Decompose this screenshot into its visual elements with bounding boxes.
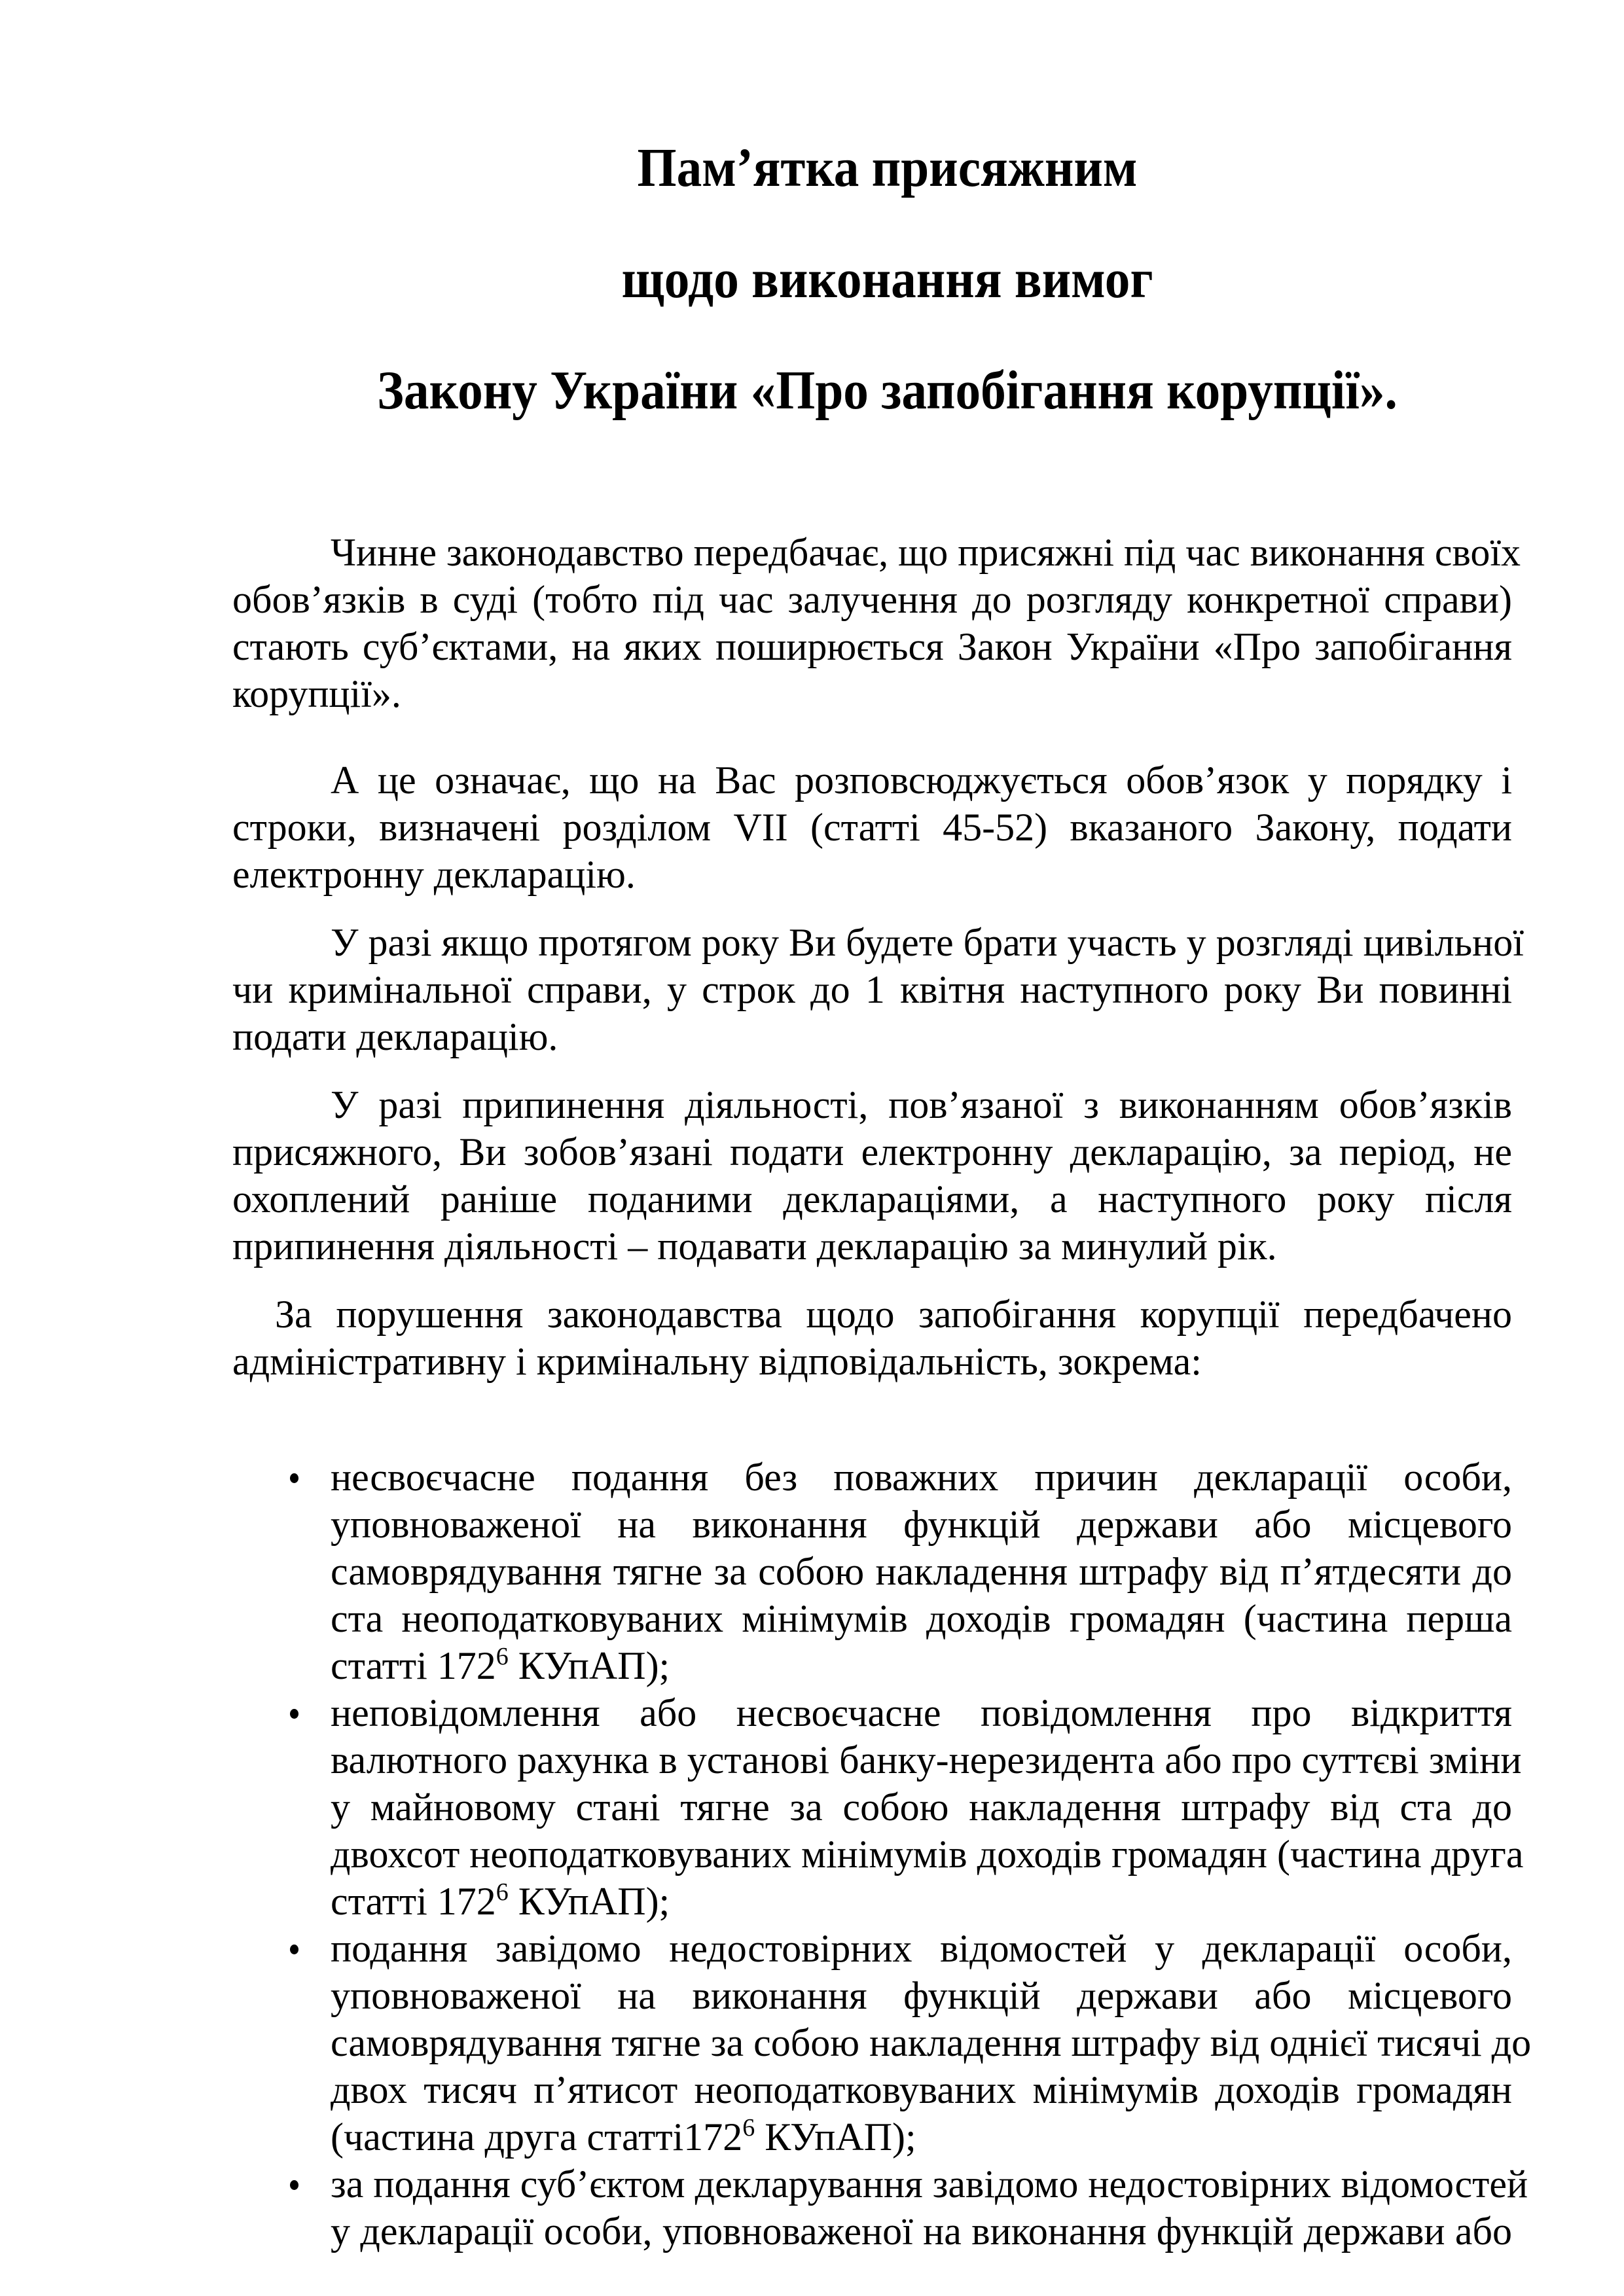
text-line: За порушення законодавства щодо запобігання корупції передбачено: [275, 1293, 1512, 1336]
text-line: за подання суб’єктом декларування завідомо недостовірних відомостей: [331, 2162, 1528, 2206]
bullet-icon: [290, 1473, 298, 1483]
paragraph-deadline: [232, 919, 1524, 1060]
text-line: чи кримінальної справи, у строк до 1 квітня наступного року Ви повинні: [232, 968, 1512, 1011]
text-line: присяжного, Ви зобов’язані подати електронну декларацію, за період, не: [232, 1130, 1512, 1174]
list-item: [232, 2161, 1528, 2255]
text-line: [331, 2113, 1512, 2161]
text-line: валютного рахунка в установі банку-нерезидента або про суттєві зміни: [331, 1738, 1522, 1782]
title-line: Пам’ятка присяжним: [637, 137, 1138, 198]
code-ref: КУпАП);: [755, 2115, 916, 2159]
article-superscript: 6: [742, 2114, 755, 2142]
title-line: щодо виконання вимог: [621, 249, 1153, 310]
paragraph-obligation: [232, 757, 1512, 898]
list-item: [232, 1689, 1524, 1925]
document-body: [232, 529, 1532, 2255]
text-line: У разі припинення діяльності, пов’язаної з виконанням обов’язків: [331, 1083, 1512, 1126]
text-line: У разі якщо протягом року Ви будете брати участь у розгляді цивільної: [331, 921, 1524, 964]
text-line: адміністративну і кримінальну відповідальність, зокрема:: [232, 1340, 1202, 1383]
text-line: [331, 1642, 1512, 1689]
article-ref: статті 172: [331, 1880, 496, 1923]
text-line: двох тисяч п’ятисот неоподатковуваних мінімумів доходів громадян: [331, 2068, 1512, 2111]
text-line: А це означає, що на Вас розповсюджується обов’язок у порядку і: [331, 759, 1512, 802]
article-ref: (частина друга статті172: [331, 2115, 743, 2159]
code-ref: КУпАП);: [508, 1644, 670, 1687]
text-line: ста неоподатковуваних мінімумів доходів громадян (частина перша: [331, 1597, 1512, 1640]
list-item: [232, 1925, 1532, 2161]
code-ref: КУпАП);: [508, 1880, 670, 1923]
paragraph-intro: [232, 529, 1521, 717]
text-line: самоврядування тягне за собою накладення штрафу від п’ятдесяти до: [331, 1550, 1512, 1593]
article-superscript: 6: [496, 1878, 509, 1906]
text-line: у майновому стані тягне за собою накладення штрафу від ста до: [331, 1785, 1512, 1829]
liability-list: [232, 1454, 1532, 2255]
article-ref: статті 172: [331, 1644, 496, 1687]
list-item: [232, 1454, 1512, 1689]
text-line: самоврядування тягне за собою накладення штрафу від однієї тисячі до: [331, 2021, 1532, 2064]
text-line: уповноваженої на виконання функцій держави або місцевого: [331, 1503, 1512, 1546]
text-line: [331, 1878, 1512, 1925]
paragraph-termination: [232, 1081, 1512, 1270]
document-title: [0, 137, 1624, 475]
text-line: припинення діяльності – подавати декларацію за минулий рік.: [232, 1225, 1277, 1268]
text-line: у декларації особи, уповноваженої на виконання функцій держави або: [331, 2210, 1512, 2253]
text-line: несвоєчасне подання без поважних причин декларації особи,: [331, 1456, 1512, 1499]
text-line: Чинне законодавство передбачає, що присяжні під час виконання своїх: [331, 531, 1521, 574]
text-line: уповноваженої на виконання функцій держави або місцевого: [331, 1974, 1512, 2017]
bullet-icon: [290, 1945, 298, 1954]
text-line: подати декларацію.: [232, 1015, 558, 1058]
text-line: охоплений раніше поданими деклараціями, а наступного року після: [232, 1177, 1512, 1221]
text-line: стають суб’єктами, на яких поширюється Закон України «Про запобігання: [232, 625, 1512, 668]
paragraph-liability: [232, 1291, 1512, 1385]
text-line: строки, визначені розділом VII (статті 45-52) вказаного Закону, подати: [232, 806, 1512, 849]
text-line: обов’язків в суді (тобто під час залучення до розгляду конкретної справи): [232, 578, 1512, 621]
text-line: неповідомлення або несвоєчасне повідомлення про відкриття: [331, 1691, 1512, 1734]
text-line: подання завідомо недостовірних відомостей у декларації особи,: [331, 1927, 1512, 1970]
text-line: корупції».: [232, 672, 401, 715]
text-line: електронну декларацію.: [232, 853, 636, 896]
bullet-icon: [290, 2180, 298, 2190]
bullet-icon: [290, 1709, 298, 1719]
text-line: двохсот неоподатковуваних мінімумів доходів громадян (частина друга: [331, 1833, 1524, 1876]
title-line: Закону України «Про запобігання корупції».: [377, 360, 1398, 421]
article-superscript: 6: [496, 1643, 509, 1670]
